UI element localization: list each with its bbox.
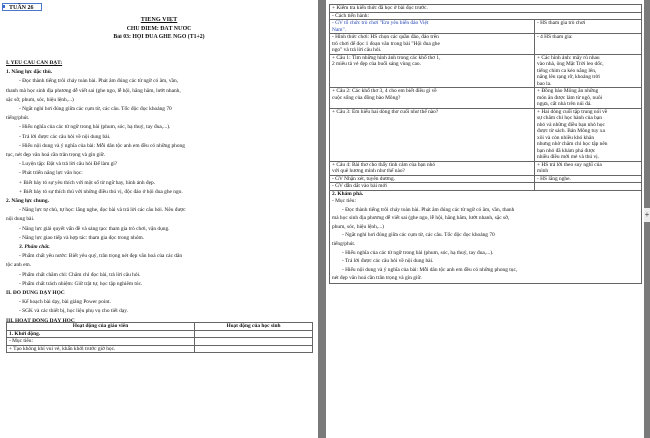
theme-title: CHỦ ĐIỂM: ĐẤT NƯỚC [126,26,192,32]
teacher-cell: - Hình thức chơi: HS chọn các quần đảo, đảo trên trò chơi để đọc 1 đoạn văn trong bài "Hội đua ghe ngo" và trả lời câu hỏi. [330,34,535,55]
table-row [330,5,642,13]
section-cell [330,190,642,283]
student-cell: + Các hình ảnh: mây rủ nhau vào nhà, ông Mặt Trời leo dốc, tiếng chim ca kéo nắng lên, nắng lên rạng rỡ, khoảng trời bao la. [535,54,642,88]
student-cell: - 4 HS tham gia: [535,34,642,55]
text-line: tiếng/phút. [332,240,356,247]
student-cell: + Hai dòng cuối tập trung nói về sự chăm chỉ học hành của bạn nhỏ và những điều bạn nhỏ học được từ sách. Bản Mông tuy xa xôi và còn nhiều khó khăn nhưng nhờ chăm chỉ học tập nên bạn nhỏ đã khám phá được nhiều điều mới mẻ và thú vị. [535,108,642,161]
table-row [7,345,313,353]
text-line: - Phẩm chất yêu nước: Biết yêu quý, trân trọng nét đẹp văn hoá của các dân [19,253,183,260]
text-line: - Mục tiêu: [332,198,356,204]
text-line: + Biết bày tỏ sự thích thú với những điều thú vị, độc đáo ở hội đua ghe ngo. [19,188,183,195]
table-row [330,12,642,20]
activity-table-right [329,4,642,284]
table-header-student: Hoạt động của học sinh [195,323,313,331]
text-line: - Luyện tập: Đặt và trả lời câu hỏi Để làm gì? [19,161,118,168]
zoom-plus-button[interactable]: + [644,208,650,222]
text-line: - Phẩm chất trách nhiệm: Giữ trật tự, học tập nghiêm túc. [19,280,143,287]
teacher-cell: - GV Nhận xét, tuyên dương. [330,175,535,183]
text-line: tục, nét đẹp văn hoá cần trân trọng và gìn giữ. [6,152,106,158]
teacher-cell: + Câu 1: Tìm những hình ảnh trong các khổ thơ 1, 2 miêu tả vẻ đẹp của buổi sáng vùng cao. [330,54,535,88]
text-line: phum, sóc, hiệu lệnh,...) [332,223,384,230]
text-line: mà học sinh địa phương dễ viết sai (ghe ngo, lễ hội, hăng hăm, lướt nhanh, sặc sỡ, [332,215,510,222]
text-line: - Trả lời được các câu hỏi về nội dung bài. [19,133,111,140]
student-cell: - HS lắng nghe. [535,175,642,183]
text-line: - Trả lời được các câu hỏi về nội dung bài. [342,258,434,265]
student-cell: + HS trả lời theo suy nghĩ của mình [535,161,642,175]
text-line: - Đọc thành tiếng trôi chảy toàn bài. Phát âm đúng các từ ngữ có âm, vần, [19,78,178,85]
text-line: - Năng lực giải quyết vấn đề và sáng tạo: tham gia trò chơi, vận dụng. [19,225,170,232]
text-line: - Phát triển năng lực văn học: [19,170,83,177]
student-cell [195,345,313,353]
student-cell [535,183,642,191]
table-header-row [7,323,313,331]
teacher-cell: - GV tổ chức trò chơi "Em yêu biển đảo Việt Nam". [330,20,535,34]
activity-table-left [6,322,313,353]
table-row [330,108,642,161]
teacher-cell: - Cách tiến hành: [330,12,642,20]
text-line: II. ĐỒ DÙNG DẠY HỌC [6,290,65,296]
table-header-teacher: Hoạt động của giáo viên [7,323,195,331]
text-line: - Ngắt nghỉ hơi đúng giữa các cụm từ, các câu. Tốc độc đọc khoảng 70 [19,106,172,112]
table-row [7,338,313,346]
text-line: 1. Năng lực đặc thù. [6,69,53,76]
text-line: sặc sỡ, phum, sóc, hiệu lệnh,...) [6,96,74,103]
teacher-cell: + Câu 2: Các khổ thơ 3, 4 cho em biết điều gì về cuộc sống của đồng bào Mông? [330,88,535,109]
text-line: - Hiểu nghĩa của các từ ngữ trong bài (phum, sóc, hạ thuỷ, tay đua,...). [342,249,494,256]
student-cell [195,330,313,338]
table-row [330,20,642,34]
left-page [0,0,318,438]
right-page [326,0,644,438]
text-line: 2. Năng lực chung. [6,198,49,204]
text-line: + Biết bày tỏ sự yêu thích với một số từ ngữ hay, hình ảnh đẹp. [19,179,156,186]
student-cell: - HS tham gia trò chơi [535,20,642,34]
text-line: - Kế hoạch bài dạy, bài giảng Power point. [19,299,111,306]
week-label: TUẦN 26 [2,3,42,11]
student-cell [195,338,313,346]
text-line: tiếng/phút. [6,115,30,122]
text-line: - Hiểu nghĩa của các từ ngữ trong bài (phum, sóc, hạ thuỷ, tay đua,...). [19,124,171,131]
text-line: nội dung bài. [6,216,35,223]
text-line: 3. Phẩm chất. [19,244,50,250]
text-line: thanh mà học sinh địa phương dễ viết sai (ghe ngo, lễ hội, hăng hăm, lướt nhanh, [6,87,181,94]
text-line: tộc anh em. [6,262,31,269]
section-title: 2. Khám phá. [332,190,364,197]
text-line: nét đẹp văn hoá cần trân trọng và gìn giữ. [332,275,422,282]
teacher-cell: - Mục tiêu: [7,338,195,346]
subject-title: TIẾNG VIỆT [140,17,178,23]
table-row [330,54,642,88]
text-line: - SGK và các thiết bị, học liệu phụ vụ cho tiết dạy. [19,308,128,315]
text-line: - Hiểu nội dung và ý nghĩa của bài: Mỗi dân tộc anh em đều có những phong [19,142,185,149]
teacher-cell: + Câu 3: Em hiểu hai dòng thơ cuối như thế nào? [330,108,535,161]
teacher-cell: - GV dẫn dắt vào bài mới [330,183,535,191]
text-line: - Năng lực giao tiếp và hợp tác: tham gia đọc trong nhóm. [19,234,145,241]
student-cell: + Đồng bào Mông ăn những món ăn được làm từ ngô, nuôi ngựa, cất nhà trên núi đá. [535,88,642,109]
table-row [330,175,642,183]
text-line: - Ngắt nghỉ hơi đúng giữa các cụm từ, các câu. Tốc độc đọc khoảng 70 [342,232,495,239]
lesson-title: Bài 03: HỘI ĐUA GHE NGO (T1+2) [113,34,205,40]
text-line: - Phẩm chất chăm chỉ: Chăm chỉ đọc bài, trả lời câu hỏi. [19,271,141,278]
section-row [330,190,642,283]
table-row [330,34,642,55]
teacher-cell: + Câu 4: Bài thơ cho thấy tình cảm của bạn nhỏ với quê hương mình như thế nào? [330,161,535,175]
teacher-cell: + Tạo không khí vui vẻ, khấn khởi trước giờ học. [7,345,195,353]
table-row [7,330,313,338]
table-row [330,183,642,191]
table-row [330,161,642,175]
text-line: III. HOẠT ĐỘNG DẠY HỌC [6,317,75,324]
table-row [330,88,642,109]
teacher-cell: + Kiểm tra kiến thức đã học ở bài đọc trước. [330,5,642,13]
text-line: I. YÊU CẦU CẦN ĐẠT: [6,60,63,66]
text-line: - Đọc thành tiếng trôi chảy toàn bài. Phát âm đúng các từ ngữ có âm, vần, thanh [342,206,515,213]
text-line: - Năng lực tự chủ, tự học: lắng nghe, đọc bài và trả lời các câu hỏi. Nêu được [19,207,186,214]
text-line: - Hiểu nội dung và ý nghĩa của bài: Mỗi dân tộc anh em đều có những phong tục, [342,266,518,273]
teacher-cell: 1. Khởi động. [7,330,195,338]
